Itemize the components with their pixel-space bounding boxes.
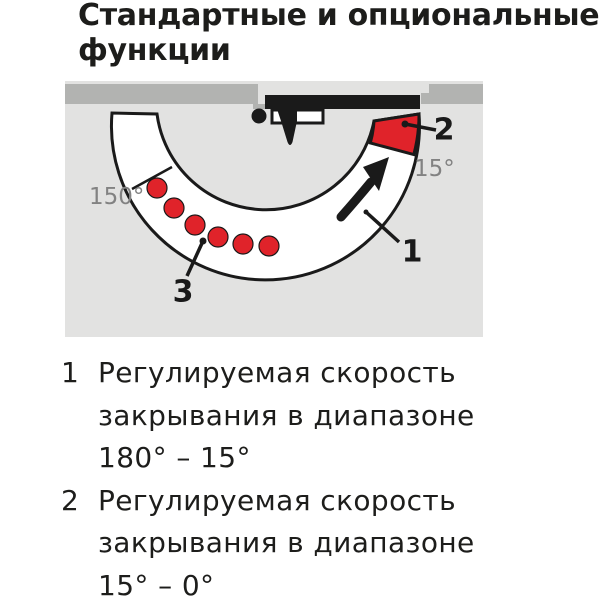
- legend-item-2: [61, 480, 475, 607]
- speed-dot: [233, 234, 253, 254]
- hinge-pivot-dot: [252, 109, 267, 124]
- legend: [61, 352, 475, 607]
- speed-dot: [185, 215, 205, 235]
- legend-item-2-line-3: 15° – 0°: [98, 565, 475, 607]
- speed-dot: [147, 178, 167, 198]
- marker-2-label: 2: [434, 113, 455, 148]
- legend-item-2-line-1: Регулируемая скорость: [98, 480, 475, 523]
- page-title-line-2: функции: [78, 33, 599, 68]
- speed-dot: [259, 236, 279, 256]
- legend-item-2-line-2: закрывания в диапазоне: [98, 522, 475, 565]
- angle-15-label: 15°: [414, 156, 455, 182]
- legend-item-2-number: 2: [61, 480, 98, 607]
- legend-item-2-text: [98, 480, 475, 607]
- legend-item-1-line-2: закрывания в диапазоне: [98, 395, 475, 438]
- speed-dot: [208, 227, 228, 247]
- page-title: [78, 0, 599, 68]
- slide-rail: [265, 95, 420, 109]
- wall-step: [253, 104, 265, 109]
- legend-item-1: [61, 352, 475, 480]
- angle-150-label: 150°: [89, 184, 144, 210]
- speed-dot: [164, 198, 184, 218]
- marker-3-label: 3: [173, 275, 194, 310]
- wall-notch: [421, 84, 429, 93]
- legend-item-1-line-3: 180° – 15°: [98, 437, 475, 480]
- marker-1-label: 1: [402, 235, 423, 270]
- legend-item-1-number: 1: [61, 352, 98, 480]
- page-title-line-1: Стандартные и опциональные: [78, 0, 599, 33]
- legend-item-1-text: [98, 352, 475, 480]
- door-closer-diagram: [65, 81, 483, 337]
- legend-item-1-line-1: Регулируемая скорость: [98, 352, 475, 395]
